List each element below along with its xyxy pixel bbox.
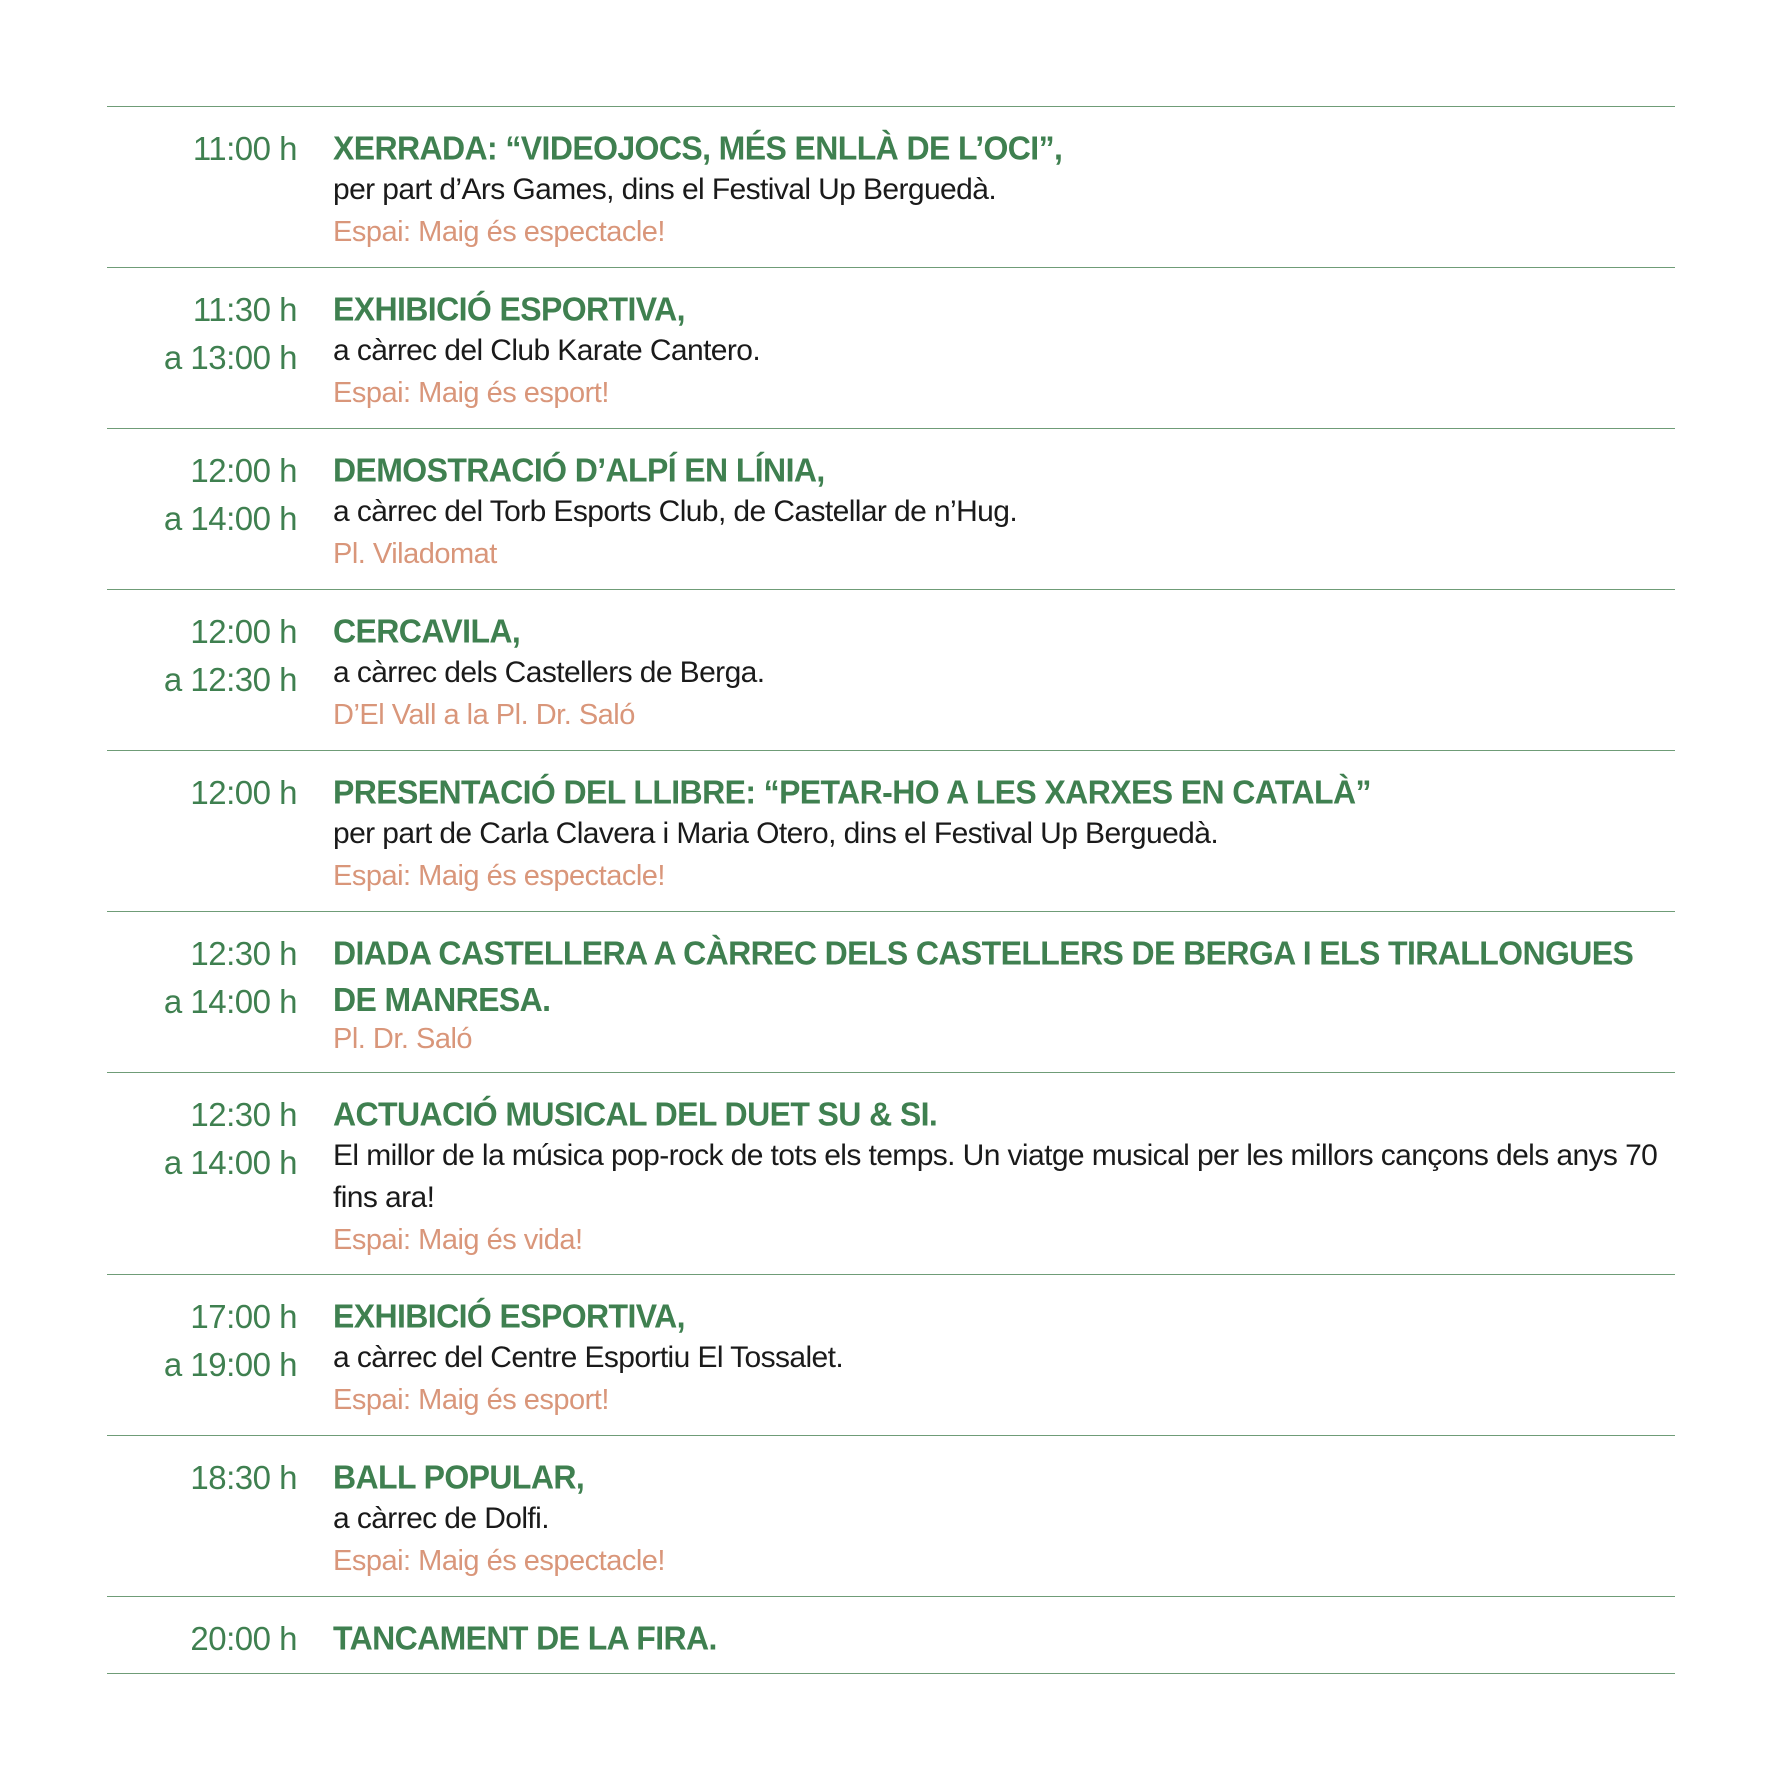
event-place: D’El Vall a la Pl. Dr. Saló [333, 699, 635, 731]
event-title: DIADA CASTELLERA A CÀRREC DELS CASTELLERS DE BERGA I ELS TIRALLONGUES DE MANRESA. [333, 934, 1634, 1019]
event-place: Espai: Maig és espectacle! [333, 860, 665, 892]
event-title: ACTUACIÓ MUSICAL DEL DUET SU & SI. [333, 1095, 938, 1133]
event-row [107, 751, 1675, 912]
event-time [107, 1615, 297, 1673]
event-time [107, 447, 297, 589]
start-time: 20:00 h [190, 1620, 297, 1657]
start-time: 11:00 h [192, 130, 297, 167]
end-time: a 14:00 h [163, 500, 297, 537]
event-place: Espai: Maig és esport! [333, 1384, 609, 1416]
event-content [333, 447, 1675, 589]
event-description: a càrrec del Centre Esportiu El Tossalet. [333, 1341, 844, 1374]
end-time: a 14:00 h [163, 983, 297, 1020]
event-time [107, 930, 297, 1072]
event-content [333, 930, 1675, 1072]
event-row [107, 590, 1675, 751]
event-place: Pl. Viladomat [333, 538, 497, 570]
end-time: a 14:00 h [163, 1144, 297, 1181]
start-time: 18:30 h [190, 1459, 297, 1496]
event-place: Espai: Maig és espectacle! [333, 1545, 665, 1577]
end-time: a 13:00 h [163, 339, 297, 376]
event-title: EXHIBICIÓ ESPORTIVA, [333, 1297, 685, 1335]
event-title: BALL POPULAR, [333, 1458, 585, 1496]
event-row [107, 1597, 1675, 1674]
event-time [107, 125, 297, 267]
event-row [107, 1436, 1675, 1597]
start-time: 12:30 h [190, 1096, 297, 1133]
event-title: CERCAVILA, [333, 612, 521, 650]
start-time: 11:30 h [192, 291, 297, 328]
event-title: DEMOSTRACIÓ D’ALPÍ EN LÍNIA, [333, 451, 825, 489]
start-time: 12:00 h [190, 613, 297, 650]
event-title: XERRADA: “VIDEOJOCS, MÉS ENLLÀ DE L’OCI”, [333, 129, 1063, 167]
start-time: 12:00 h [190, 452, 297, 489]
event-description: a càrrec del Club Karate Cantero. [333, 334, 761, 367]
event-time [107, 1454, 297, 1596]
start-time: 12:30 h [190, 935, 297, 972]
event-time [107, 608, 297, 750]
event-content [333, 1293, 1675, 1435]
event-content [333, 769, 1675, 911]
event-description: a càrrec de Dolfi. [333, 1502, 549, 1535]
event-content [333, 608, 1675, 750]
event-place: Espai: Maig és vida! [333, 1224, 583, 1256]
end-time: a 19:00 h [163, 1346, 297, 1383]
event-content [333, 1454, 1675, 1596]
event-content [333, 1615, 1675, 1673]
start-time: 17:00 h [190, 1298, 297, 1335]
event-time [107, 1293, 297, 1435]
event-description: per part d’Ars Games, dins el Festival Up Berguedà. [333, 173, 997, 206]
event-row [107, 1275, 1675, 1436]
event-content [333, 1091, 1675, 1274]
event-row [107, 429, 1675, 590]
event-place: Espai: Maig és espectacle! [333, 216, 665, 248]
event-description: per part de Carla Clavera i Maria Otero, dins el Festival Up Berguedà. [333, 817, 1219, 850]
event-title: PRESENTACIÓ DEL LLIBRE: “PETAR-HO A LES XARXES EN CATALÀ” [333, 773, 1371, 811]
event-place: Pl. Dr. Saló [333, 1023, 473, 1055]
event-schedule [107, 106, 1675, 1674]
event-description: a càrrec dels Castellers de Berga. [333, 656, 765, 689]
event-title: EXHIBICIÓ ESPORTIVA, [333, 290, 685, 328]
event-time [107, 1091, 297, 1274]
start-time: 12:00 h [190, 774, 297, 811]
event-row [107, 1073, 1675, 1275]
event-time [107, 286, 297, 428]
event-time [107, 769, 297, 911]
event-row [107, 912, 1675, 1073]
event-row [107, 107, 1675, 268]
event-row [107, 268, 1675, 429]
event-content [333, 125, 1675, 267]
end-time: a 12:30 h [163, 661, 297, 698]
event-description: a càrrec del Torb Esports Club, de Castellar de n’Hug. [333, 495, 1018, 528]
event-title: TANCAMENT DE LA FIRA. [333, 1619, 717, 1657]
event-description: El millor de la música pop-rock de tots els temps. Un viatge musical per les millors cançons dels anys 70 fins ara! [333, 1139, 1658, 1214]
event-content [333, 286, 1675, 428]
event-place: Espai: Maig és esport! [333, 377, 609, 409]
